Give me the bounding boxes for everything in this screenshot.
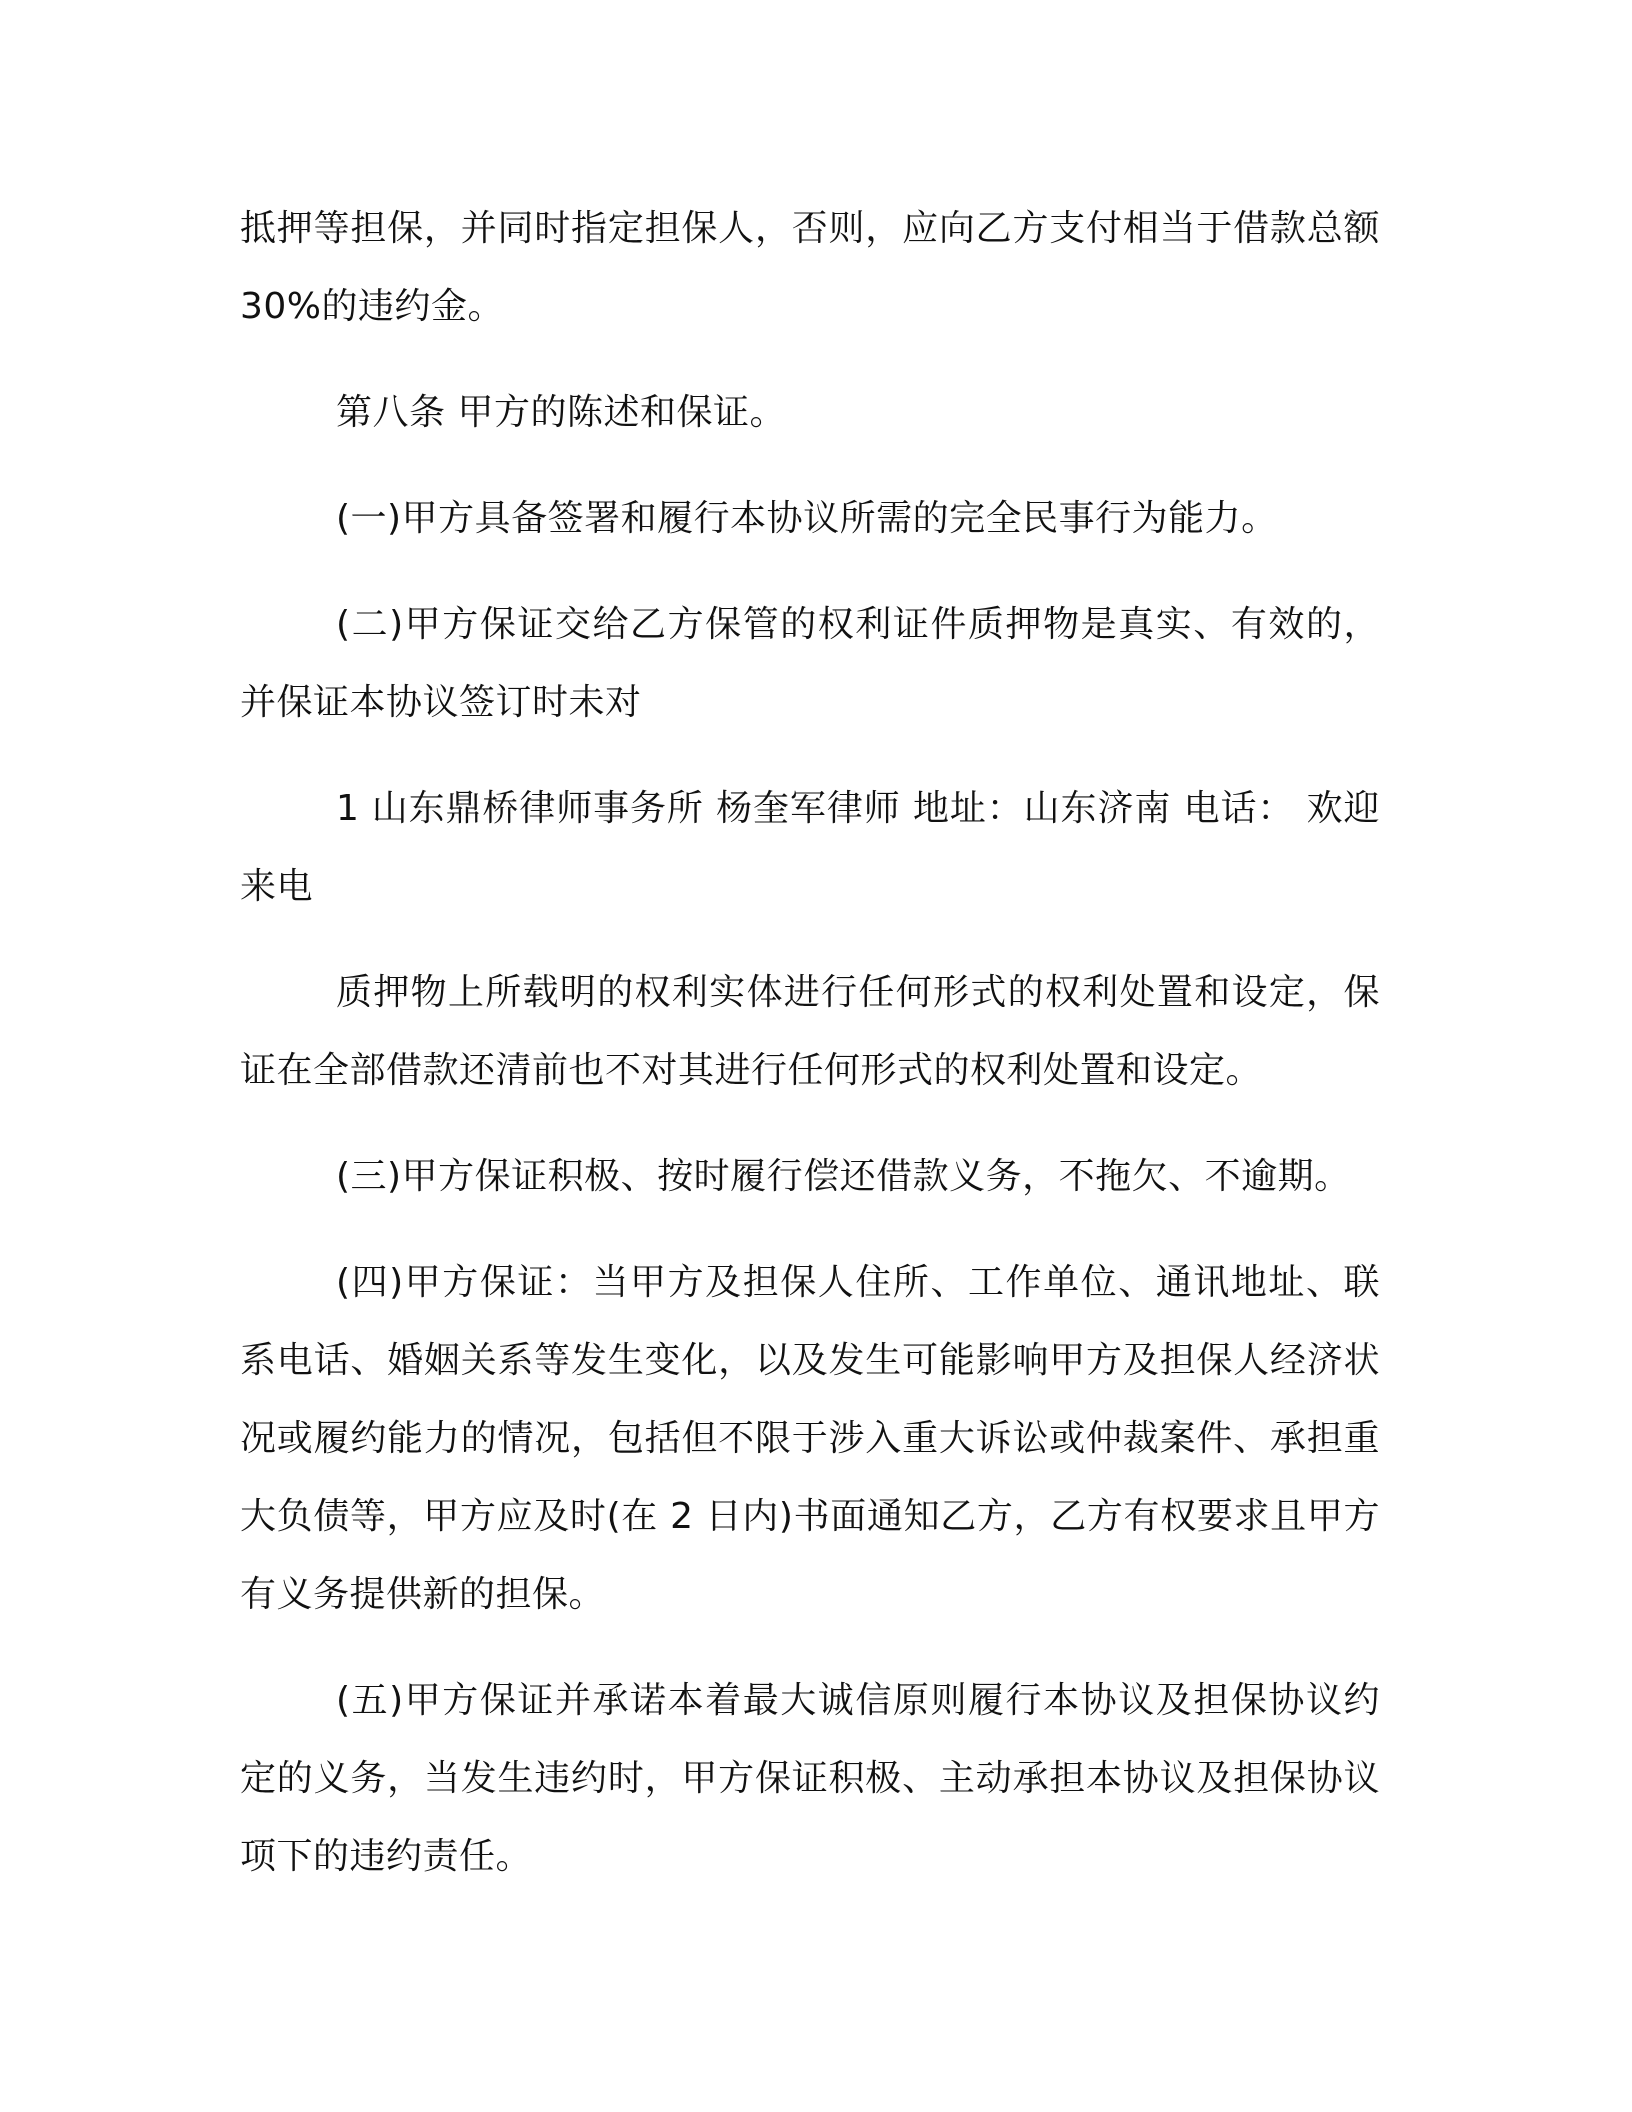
paragraph-9: (五)甲方保证并承诺本着最大诚信原则履行本协议及担保协议约定的义务，当发生违约时，甲方保证积极、主动承担本协议及担保协议项下的违约责任。 bbox=[240, 1680, 1380, 1877]
paragraph-7: (三)甲方保证积极、按时履行偿还借款义务，不拖欠、不逾期。 bbox=[336, 1156, 1351, 1197]
paragraph-8: (四)甲方保证：当甲方及担保人住所、工作单位、通讯地址、联系电话、婚姻关系等发生变化，以及发生可能影响甲方及担保人经济状况或履约能力的情况，包括但不限于涉入重大诉讼或仲裁案件、承担重大负债等，甲方应及时(在 2 日内)书面通知乙方，乙方有权要求且甲方有义务提供新的担保。 bbox=[240, 1262, 1380, 1615]
paragraph-1: 抵押等担保，并同时指定担保人，否则，应向乙方支付相当于借款总额 30%的违约金。 bbox=[240, 208, 1380, 327]
paragraph-4: (二)甲方保证交给乙方保管的权利证件质押物是真实、有效的，并保证本协议签订时未对 bbox=[240, 604, 1380, 723]
paragraph-5-footer-note: 1 山东鼎桥律师事务所 杨奎军律师 地址：山东济南 电话： 欢迎来电 bbox=[240, 788, 1380, 907]
paragraph-6: 质押物上所载明的权利实体进行任何形式的权利处置和设定，保证在全部借款还清前也不对其进行任何形式的权利处置和设定。 bbox=[240, 972, 1380, 1091]
paragraph-3: (一)甲方具备签署和履行本协议所需的完全民事行为能力。 bbox=[336, 498, 1278, 539]
document-body bbox=[240, 190, 1380, 1924]
paragraph-2: 第八条 甲方的陈述和保证。 bbox=[336, 392, 786, 433]
